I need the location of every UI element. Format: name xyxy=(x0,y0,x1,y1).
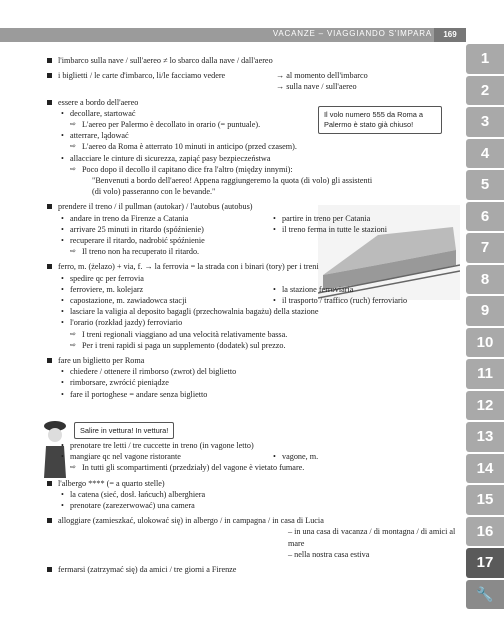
chapter-tab-7[interactable]: 7 xyxy=(466,233,504,263)
chapter-tab-9[interactable]: 9 xyxy=(466,296,504,326)
entry-a-bordo: essere a bordo dell'aereo xyxy=(58,97,462,108)
entry-biglietto: fare un biglietto per Roma xyxy=(58,355,462,366)
chapter-tab-3[interactable]: 3 xyxy=(466,107,504,137)
chapter-tab-5[interactable]: 5 xyxy=(466,170,504,200)
speech-bubble-conductor: Salire in vettura! In vettura! xyxy=(74,422,174,439)
chapter-tab-14[interactable]: 14 xyxy=(466,454,504,484)
chapter-tab-11[interactable]: 11 xyxy=(466,359,504,389)
entry-imbarco: l'imbarco sulla nave / sull'aereo ≠ lo sbarco dalla nave / dall'aereo xyxy=(58,55,462,66)
speech-bubble-airport: Il volo numero 555 da Roma a Palermo è stato già chiuso! xyxy=(318,106,442,134)
chapter-tab-15[interactable]: 15 xyxy=(466,485,504,515)
entry-alloggiare: alloggiare (zamieszkać, ulokować się) in albergo / in campagna / in casa di Lucia xyxy=(58,515,462,526)
chapter-tab-17[interactable]: 17 xyxy=(466,548,504,578)
wrench-icon[interactable]: 🔧 xyxy=(466,580,504,610)
chapter-tab-4[interactable]: 4 xyxy=(466,139,504,169)
chapter-tab-6[interactable]: 6 xyxy=(466,202,504,232)
chapter-tab-1[interactable]: 1 xyxy=(466,44,504,74)
chapter-tab-16[interactable]: 16 xyxy=(466,517,504,547)
chapter-tab-12[interactable]: 12 xyxy=(466,391,504,421)
chapter-tab-13[interactable]: 13 xyxy=(466,422,504,452)
entry-biglietti: i biglietti / le carte d'imbarco, li/le facciamo vedere → al momento dell'imbarco xyxy=(58,70,462,81)
header-title: VACANZE – VIAGGIANDO S'IMPARA xyxy=(272,29,432,38)
entry-ferrovia: ferro, m. (żelazo) + via, f. → la ferrovia = la strada con i binari (tory) per i treni xyxy=(58,261,462,272)
chapter-tab-2[interactable]: 2 xyxy=(466,76,504,106)
vocabulary-content: l'imbarco sulla nave / sull'aereo ≠ lo sbarco dalla nave / dall'aereo i biglietti / le carte d'imbarco, li/le facciamo vedere → al momento dell'imbarco → sulla nave / sull'aereo essere a bordo dell'aereo • decollare, startować ⇨ L'aereo per Palermo è decollato in orario (= puntuale). • atterrare, lądować ⇨ L'aereo da Roma è atterrato 10 minuti in anticipo (przed czasem). • allacciare le cinture di sicurezza, zapiąć pasy bezpieczeństwa ⇨ Poco dopo il decollo il capitano dice fra l'altro (między innymi): "Benvenuti a bordo dell'aereo! Appena raggiungeremo la quota (di volo) gli assistenti (di volo) passeranno con le bevande." prendere il treno / il pullman (autokar) / l'autobus (autobus) • andare in treno da Firenze a Catania • partire in treno per Catania • arrivare 25 minuti in ritardo (spóźnienie) • il treno ferma in tutte le stazioni • recuperare il ritardo, nadrobić spóźnienie ⇨ Il treno non ha recuperato il ritardo. ferro, m. (żelazo) + via, f. → la ferrovia = la strada con i binari (tory) per i treni • spedire qc per ferrovia • ferroviere, m. kolejarz • la stazione ferroviaria • capostazione, m. zawiadowca stacji • il trasporto / traffico (ruch) ferroviario • lasciare la valigia al deposito bagagli (przechowalnia bagażu) della stazione • l'orario (rozkład jazdy) ferroviario ⇨ I treni regionali viaggiano ad una velocità relativamente bassa. ⇨ Per i treni rapidi si paga un supplemento (dodatek) sul prezzo. fare un biglietto per Roma • chiedere / ottenere il rimborso (zwrot) del biglietto • rimborsare, zwrócić pieniądze • fare il portoghese = andare senza biglietto • prenotare tre letti / tre cuccette in treno (in vagone letto) • mangiare qc nel vagone ristorante • vagone, m. ⇨ In tutti gli scompartimenti (przedziały) del vagone è vietato fumare. l'albergo **** (= a quarto stelle) • la catena (sieć, dosł. łańcuch) alberghiera • prenotare (zarezerwować) una camera alloggiare (zamieszkać, ulokować się) in albergo / in campagna / in casa di Lucia – in una casa di vacanza / di montagna / di amici al mare – nella nostra casa estiva fermarsi (zatrzymać się) da amici / tre giorni a Firenze xyxy=(58,55,462,575)
chapter-tabs xyxy=(466,44,504,611)
entry-fermarsi: fermarsi (zatrzymać się) da amici / tre giorni a Firenze xyxy=(58,564,462,575)
entry-albergo: l'albergo **** (= a quarto stelle) xyxy=(58,478,462,489)
chapter-tab-8[interactable]: 8 xyxy=(466,265,504,295)
page-header xyxy=(0,28,466,42)
entry-treno: prendere il treno / il pullman (autokar) / l'autobus (autobus) xyxy=(58,201,462,212)
chapter-tab-10[interactable]: 10 xyxy=(466,328,504,358)
page-number: 169 xyxy=(434,28,466,42)
